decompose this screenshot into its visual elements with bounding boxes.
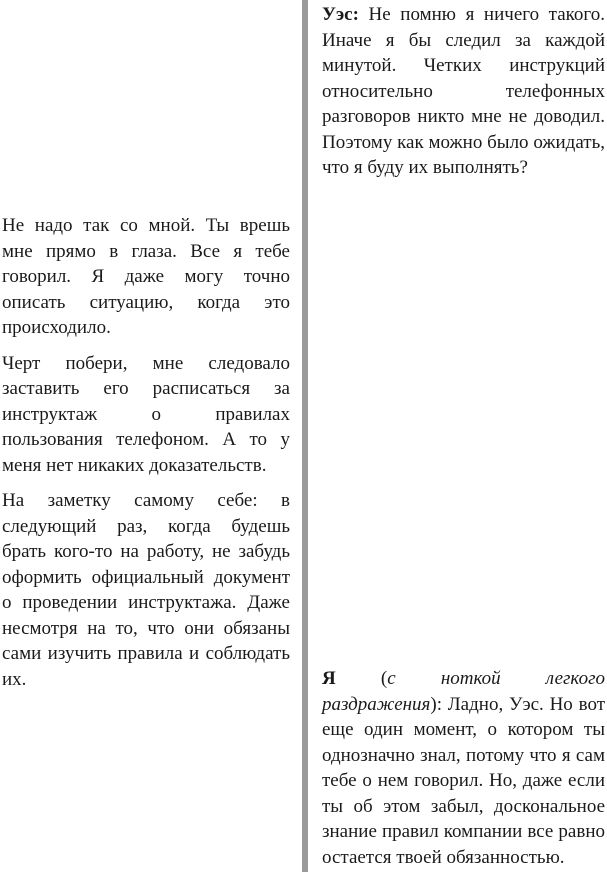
- open-paren: (: [335, 668, 388, 689]
- close-paren: ): [430, 693, 437, 715]
- wes-reply-text: Не помню я ничего такого. Иначе я бы следил за каждой минутой. Четких инструкций относительно телефонных разговоров никто мне не доводил. Поэтому как можно было ожидать, что я буду их выполнять?: [322, 4, 605, 178]
- right-column-bottom: [322, 666, 605, 880]
- left-paragraph-3: На заметку самому себе: в следующий раз, когда будешь брать кого-то на работу, не забудь оформить официальный документ о проведении инструктажа. Даже несмотря на то, что они обязаны сами изучить правила и соблюдать их.: [2, 490, 290, 690]
- left-column: [2, 213, 290, 702]
- speaker-wes: Уэс:: [322, 4, 359, 25]
- left-paragraph-1: Не надо так со мной. Ты врешь мне прямо в глаза. Все я тебе говорил. Я даже могу точно описать ситуацию, когда это происходило.: [2, 215, 290, 338]
- left-paragraph-2: Черт побери, мне следовало заставить его расписаться за инструктаж о правилах пользования телефоном. А то у меня нет никаких доказательств.: [2, 352, 290, 476]
- my-reply-text: : Ладно, Уэс. Но вот еще один момент, о котором ты однозначно знал, потому что я сам тебе о нем говорил. Но, даже если ты об этом забыл, доскональное знание правил компании все равно остается твоей обязанностью.: [322, 693, 605, 868]
- my-reply: [322, 666, 605, 870]
- wes-reply: [322, 2, 605, 181]
- stage-direction: с ноткой легкого раздражения: [322, 668, 605, 715]
- column-divider: [302, 0, 308, 872]
- speaker-me: Я: [322, 668, 336, 689]
- right-column-top: [322, 2, 605, 191]
